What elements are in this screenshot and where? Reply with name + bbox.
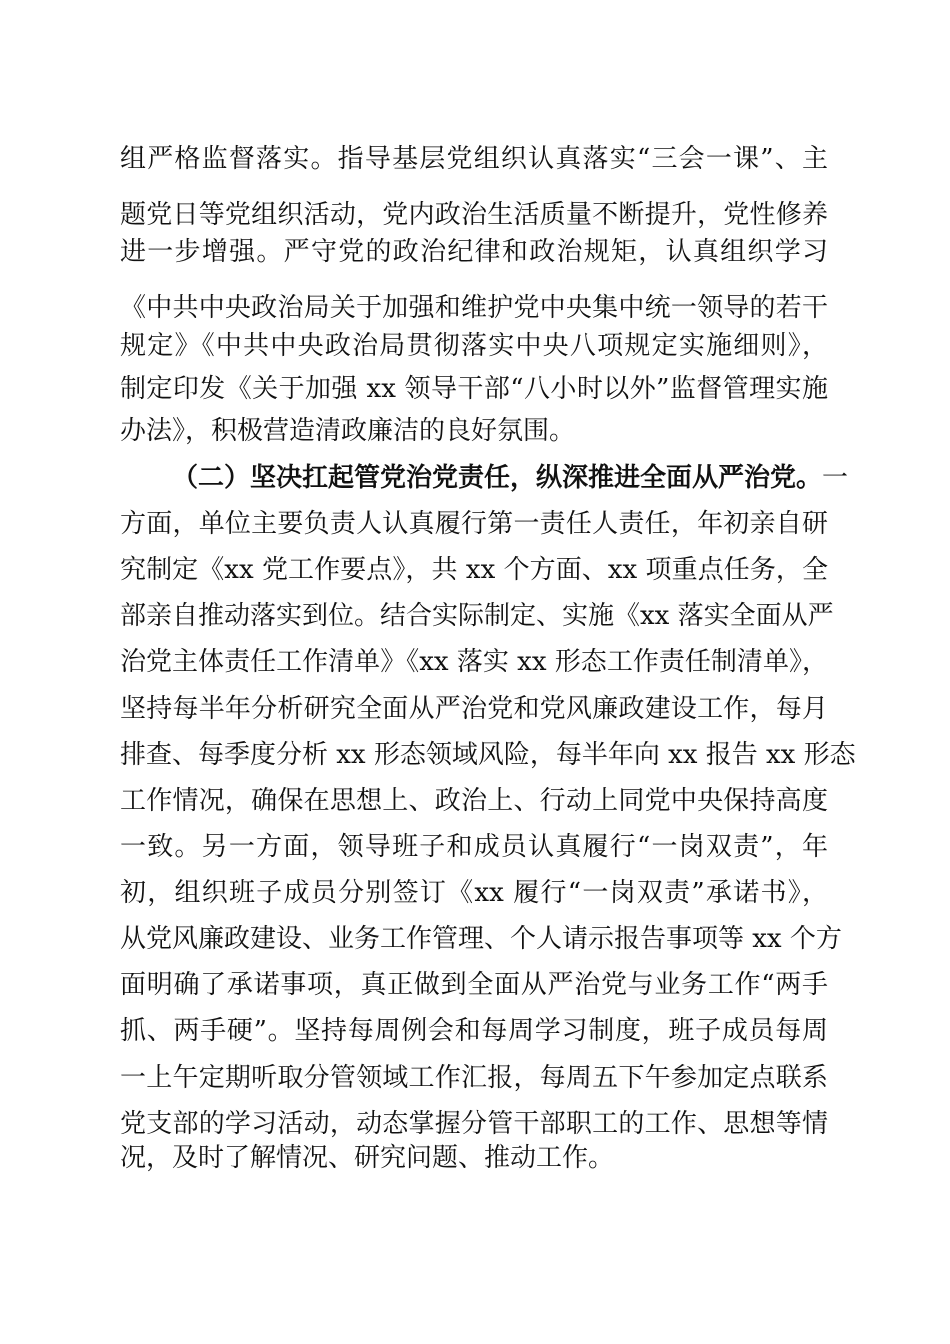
- paragraph-2-line-12: 面明确了承诺事项，真正做到全面从严治党与业务工作“两手: [120, 970, 828, 1000]
- paragraph-1-line-3: 进一步增强。严守党的政治纪律和政治规矩，认真组织学习: [120, 237, 828, 267]
- paragraph-2-line-16: 况，及时了解情况、研究问题、推动工作。: [120, 1143, 615, 1173]
- paragraph-1-line-4: 《中共中央政治局关于加强和维护党中央集中统一领导的若干: [120, 293, 828, 323]
- paragraph-2-line-11: 从党风廉政建设、业务工作管理、个人请示报告事项等 xx 个方: [120, 924, 842, 954]
- section-heading: （二）坚决扛起管党治党责任，纵深推进全面从严治党。: [172, 463, 823, 493]
- paragraph-1-line-7: 办法》，积极营造清政廉洁的良好氛围。: [120, 416, 576, 446]
- paragraph-2-line-7: 排查、每季度分析 xx 形态领域风险，每半年向 xx 报告 xx 形态: [120, 740, 856, 770]
- paragraph-1-line-6: 制定印发《关于加强 xx 领导干部“八小时以外”监督管理实施: [120, 374, 828, 404]
- paragraph-2-line-9: 一致。另一方面，领导班子和成员认真履行“一岗双责”，年: [120, 832, 828, 862]
- paragraph-2-line-3: 究制定《xx 党工作要点》，共 xx 个方面、xx 项重点任务，全: [120, 555, 828, 585]
- paragraph-1-line-2: 题党日等党组织活动，党内政治生活质量不断提升，党性修养: [120, 200, 828, 230]
- paragraph-2-line-14: 一上午定期听取分管领域工作汇报，每周五下午参加定点联系: [120, 1063, 828, 1093]
- paragraph-2-line-4: 部亲自推动落实到位。结合实际制定、实施《xx 落实全面从严: [120, 601, 834, 631]
- paragraph-2-line-10: 初，组织班子成员分别签订《xx 履行“一岗双责”承诺书》，: [120, 878, 828, 908]
- paragraph-2-line-2: 方面，单位主要负责人认真履行第一责任人责任，年初亲自研: [120, 509, 828, 539]
- paragraph-1-line-5: 规定》《中共中央政治局贯彻落实中央八项规定实施细则》，: [120, 331, 828, 361]
- paragraph-2-line-5: 治党主体责任工作清单》《xx 落实 xx 形态工作责任制清单》，: [120, 647, 828, 677]
- paragraph-2-line-1-rest: 一: [822, 463, 849, 493]
- paragraph-2-line-15: 党支部的学习活动，动态掌握分管干部职工的工作、思想等情: [120, 1109, 828, 1139]
- paragraph-2-line-8: 工作情况，确保在思想上、政治上、行动上同党中央保持高度: [120, 786, 828, 816]
- paragraph-2-line-13: 抓、两手硬”。坚持每周例会和每周学习制度，班子成员每周: [120, 1016, 828, 1046]
- paragraph-2-line-6: 坚持每半年分析研究全面从严治党和党风廉政建设工作，每月: [120, 694, 828, 724]
- paragraph-1-line-1: 组严格监督落实。指导基层党组织认真落实“三会一课”、主: [120, 144, 828, 174]
